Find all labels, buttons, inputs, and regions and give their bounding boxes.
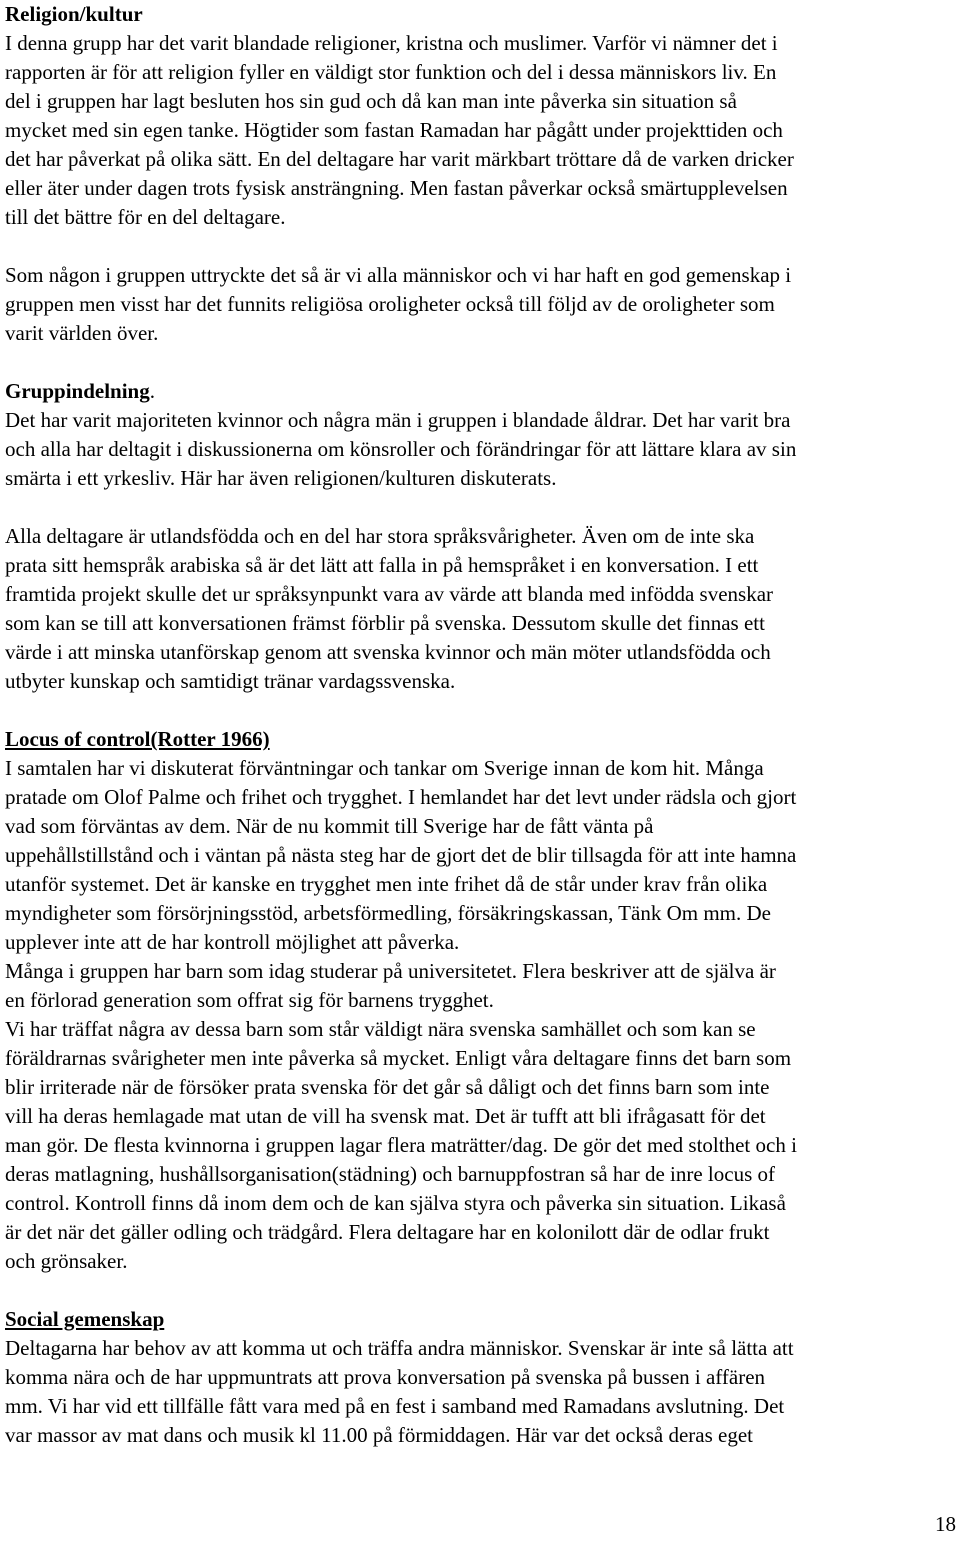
- text-line: blir irriterade när de försöker prata svenska för det går så dåligt och det finns barn som inte: [5, 1075, 770, 1099]
- text-line: I samtalen har vi diskuterat förväntningar och tankar om Sverige innan de kom hit. Många: [5, 756, 764, 780]
- text-line: Som någon i gruppen uttryckte det så är vi alla människor och vi har haft en god gemenskap i: [5, 263, 792, 287]
- text-line: värde i att minska utanförskap genom att svenska kvinnor och män möter utlandsfödda och: [5, 640, 771, 664]
- section-locus-of-control: [5, 725, 957, 1276]
- text-line: myndigheter som försörjningsstöd, arbetsförmedling, försäkringskassan, Tänk Om mm. De: [5, 901, 771, 925]
- paragraph: [5, 406, 957, 493]
- text-line: man gör. De flesta kvinnorna i gruppen lagar flera maträtter/dag. De gör det med stolthet och i: [5, 1133, 797, 1157]
- text-line: framtida projekt skulle det ur språksynpunkt vara av värde att blanda med infödda svenskar: [5, 582, 774, 606]
- section-heading: Social gemenskap: [5, 1307, 165, 1331]
- paragraph: [5, 261, 957, 348]
- section-spacer: [5, 696, 957, 725]
- section-heading: [5, 377, 957, 406]
- paragraph: [5, 754, 957, 1276]
- text-line: del i gruppen har lagt besluten hos sin gud och då kan man inte påverka sin situation så: [5, 89, 737, 113]
- text-line: Många i gruppen har barn som idag studerar på universitetet. Flera beskriver att de själva är: [5, 959, 776, 983]
- text-line: Det har varit majoriteten kvinnor och några män i gruppen i blandade åldrar. Det har varit bra: [5, 408, 791, 432]
- section-social-gemenskap: [5, 1305, 957, 1450]
- text-line: och grönsaker.: [5, 1249, 128, 1273]
- text-line: gruppen men visst har det funnits religiösa oroligheter också till följd av de oroligheter som: [5, 292, 775, 316]
- text-line: uppehållstillstånd och i väntan på nästa steg har de gjort det de blir tillsagda för att inte hamna: [5, 843, 797, 867]
- paragraph-spacer: [5, 232, 957, 261]
- text-line: vad som förväntas av dem. När de nu kommit till Sverige har de fått vänta på: [5, 814, 654, 838]
- section-spacer: [5, 1276, 957, 1305]
- section-heading-text: Gruppindelning: [5, 379, 150, 403]
- text-line: en förlorad generation som offrat sig för barnens trygghet.: [5, 988, 494, 1012]
- text-line: I denna grupp har det varit blandade religioner, kristna och muslimer. Varför vi nämner det i: [5, 31, 778, 55]
- text-line: varit världen över.: [5, 321, 159, 345]
- text-line: pratade om Olof Palme och frihet och trygghet. I hemlandet har det levt under rädsla och gjort: [5, 785, 797, 809]
- text-line: rapporten är för att religion fyller en väldigt stor funktion och del i dessa människors liv. En: [5, 60, 777, 84]
- section-gruppindelning: [5, 377, 957, 696]
- page-number: 18: [935, 1512, 956, 1536]
- section-heading-suffix: .: [149, 379, 155, 403]
- text-line: deras matlagning, hushållsorganisation(städning) och barnuppfostran så har de inre locus of: [5, 1162, 775, 1186]
- text-line: mycket med sin egen tanke. Högtider som fastan Ramadan har pågått under projekttiden och: [5, 118, 783, 142]
- text-line: eller äter under dagen trots fysisk ansträngning. Men fastan påverkar också smärtupplevelsen: [5, 176, 788, 200]
- text-line: var massor av mat dans och musik kl 11.00 på förmiddagen. Här var det också deras eget: [5, 1423, 753, 1447]
- text-line: som kan se till att konversationen främst förblir på svenska. Dessutom skulle det finnas ett: [5, 611, 765, 635]
- text-line: komma nära och de har uppmuntrats att prova konversation på svenska på bussen i affären: [5, 1365, 766, 1389]
- text-line: vill ha deras hemlagade mat utan de vill ha svensk mat. Det är tufft att bli ifrågasatt för det: [5, 1104, 766, 1128]
- text-line: smärta i ett yrkesliv. Här har även religionen/kulturen diskuterats.: [5, 466, 557, 490]
- text-line: föräldrarnas svårigheter men inte påverka så mycket. Enligt våra deltagare finns det barn som: [5, 1046, 792, 1070]
- section-religion-kultur: [5, 0, 957, 348]
- text-line: utanför systemet. Det är kanske en trygghet men inte frihet då de står under krav från olika: [5, 872, 768, 896]
- text-line: till det bättre för en del deltagare.: [5, 205, 286, 229]
- text-line: det har påverkat på olika sätt. En del deltagare har varit märkbart tröttare då de varken dricker: [5, 147, 794, 171]
- paragraph-spacer: [5, 493, 957, 522]
- section-heading: Religion/kultur: [5, 2, 143, 26]
- section-spacer: [5, 348, 957, 377]
- text-line: Deltagarna har behov av att komma ut och träffa andra människor. Svenskar är inte så lätta att: [5, 1336, 794, 1360]
- text-line: Vi har träffat några av dessa barn som står väldigt nära svenska samhället och som kan se: [5, 1017, 756, 1041]
- text-line: Alla deltagare är utlandsfödda och en del har stora språksvårigheter. Även om de inte ska: [5, 524, 755, 548]
- text-line: utbyter kunskap och samtidigt tränar vardagssvenska.: [5, 669, 456, 693]
- paragraph: [5, 29, 957, 232]
- section-heading: Locus of control(Rotter 1966): [5, 727, 270, 751]
- text-line: control. Kontroll finns då inom dem och de kan själva styra och påverka sin situation. Likaså: [5, 1191, 786, 1215]
- text-line: prata sitt hemspråk arabiska så är det lätt att falla in på hemspråket i en konversation. I ett: [5, 553, 759, 577]
- paragraph: [5, 1334, 957, 1450]
- document-page: [5, 0, 957, 1450]
- text-line: är det när det gäller odling och trädgård. Flera deltagare har en kolonilott där de odlar frukt: [5, 1220, 770, 1244]
- text-line: upplever inte att de har kontroll möjlighet att påverka.: [5, 930, 460, 954]
- text-line: mm. Vi har vid ett tillfälle fått vara med på en fest i samband med Ramadans avslutning. Det: [5, 1394, 785, 1418]
- text-line: och alla har deltagit i diskussionerna om könsroller och förändringar för att lättare klara av sin: [5, 437, 797, 461]
- paragraph: [5, 522, 957, 696]
